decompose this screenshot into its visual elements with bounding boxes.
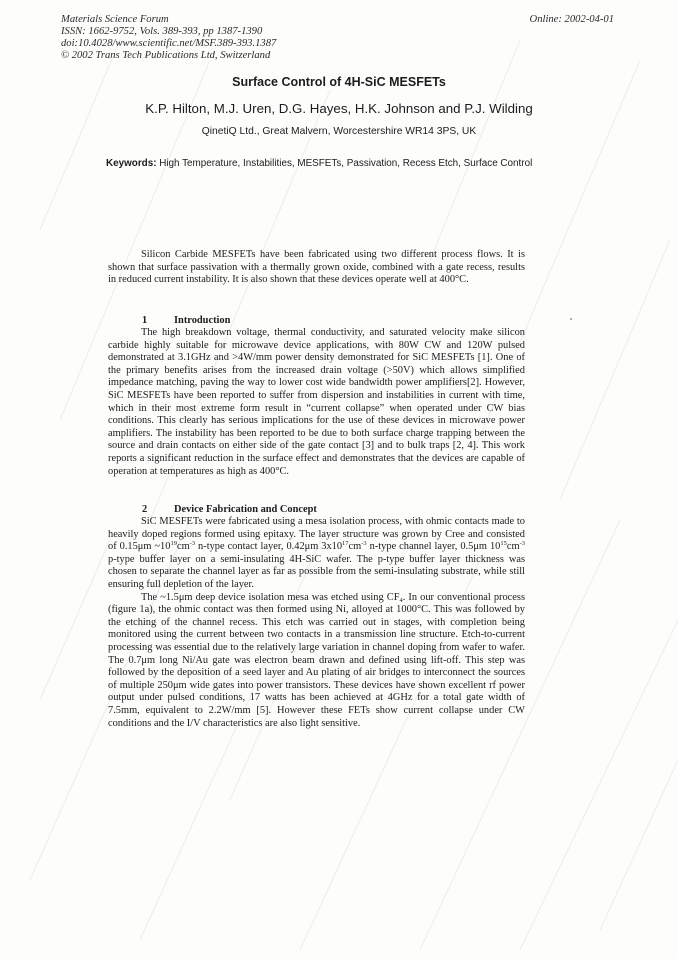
section-fabrication: [108, 503, 525, 730]
paper-title: Surface Control of 4H-SiC MESFETs: [232, 75, 446, 89]
abstract: [108, 249, 525, 287]
journal-name: Materials Science Forum: [61, 14, 169, 25]
text-run: . In our conventional process (figure 1a), the ohmic contact was then formed using Ni, alloyed at 1000°C. This was followed by the etching of the channel recess. This etch was carried out in stages, with completion being monitored using the current between two contacts in a transmission line structure. Etch-to-current processing was essential due to the relatively large variation in channel doping from wafer to wafer. The 0.7μm long Ni/Au gate was electron beam drawn and defined using lift-off. This step was followed by the deposition of a seed layer and Au plating of air bridges to interconnect the sources of multiple 250μm wide gates into power transistors. These devices have shown excellent rf power output under pulsed conditions, 17 watts has been achieved at 4GHz for a total gate width of 7.5mm, equivalent to 2.2W/mm [5]. However these FETs show current collapse under CW conditions and the I/V characteristics are also light sensitive.: [108, 591, 525, 729]
keywords-line: [106, 158, 576, 169]
author-list: K.P. Hilton, M.J. Uren, D.G. Hayes, H.K. Johnson and P.J. Wilding: [145, 101, 533, 116]
fabrication-paragraph-1: [108, 516, 525, 592]
text-run: n-type contact layer, 0.42μm 3x10: [195, 541, 343, 553]
doi-line: doi:10.4028/www.scientific.net/MSF.389-393.1387: [61, 38, 277, 49]
superscript: 19: [170, 540, 177, 548]
scan-speck: [570, 318, 572, 320]
text-run: n-type channel layer, 0.5μm 10: [366, 541, 501, 553]
affiliation: QinetiQ Ltd., Great Malvern, Worcestershire WR14 3PS, UK: [201, 126, 477, 137]
text-run: cm: [506, 541, 520, 553]
superscript: 15: [500, 540, 507, 548]
text-run: cm: [348, 541, 362, 553]
copyright-line: © 2002 Trans Tech Publications Ltd, Switzerland: [61, 50, 271, 61]
issn-line: ISSN: 1662-9752, Vols. 389-393, pp 1387-1390: [61, 26, 263, 37]
text-run: cm: [176, 541, 190, 553]
section-introduction: [108, 314, 525, 478]
superscript: -3: [519, 540, 525, 548]
text-run: SiC MESFETs were fabricated using a mesa isolation process, with ohmic contacts made to heavily doped regions formed using epitaxy. The layer structure was grown by Cree and consisted of 0.15μm ~10: [108, 516, 525, 553]
subscript: 4: [399, 596, 403, 604]
section-number: 2: [142, 504, 148, 515]
text-run: p-type buffer layer on a semi-insulating 4H-SiC wafer. The p-type buffer layer thickness was chosen to separate the channel layer as far as possible from the semi-insulating substrate, while still ensuring full depletion of the layer.: [108, 553, 525, 590]
keywords-list: High Temperature, Instabilities, MESFETs, Passivation, Recess Etch, Surface Control: [159, 158, 533, 169]
section-heading: [108, 314, 525, 327]
online-date: Online: 2002-04-01: [529, 14, 614, 25]
journal-header: [61, 14, 276, 62]
keywords-label: Keywords:: [106, 158, 157, 169]
abstract-text: Silicon Carbide MESFETs have been fabricated using two different process flows. It is shown that surface passivation with a thermally grown oxide, combined with a gate recess, results in reduced current instability. It is also shown that these devices operate well at 400°C.: [108, 249, 525, 286]
superscript: 17: [342, 540, 349, 548]
superscript: -3: [189, 540, 196, 548]
section-title: Introduction: [174, 315, 231, 326]
section-number: 1: [142, 315, 148, 326]
section-title: Device Fabrication and Concept: [174, 504, 317, 515]
section-heading: [108, 503, 525, 516]
fabrication-paragraph-2: [108, 592, 525, 731]
superscript: -3: [361, 540, 367, 548]
intro-paragraph: The high breakdown voltage, thermal conductivity, and saturated velocity make silicon carbide highly suitable for microwave device applications, with 80W CW and 120W pulsed demonstrated at 3.1GHz and >4W/mm power density demonstrated for SiC MESFETs [1]. One of the primary benefits arises from the increased drain voltage (>50V) which allows simplified impedance matching, paving the way to lower cost wide bandwidth power amplifiers[2]. However, SiC MESFETs have been reported to suffer from dispersion and instabilities in current with time, which in their most extreme form result in “current collapse” when operated under CW bias conditions. This clearly has serious implications for the use of these devices in microwave power amplifiers. The instability has been reported to be due to both surface charge trapping between the source and drain contacts on either side of the gate contact [3] and to bulk traps [2, 4]. This work reports a significant reduction in the surface effect and demonstrates that the devices are capable of operation at temperatures as high as 400°C.: [108, 327, 525, 477]
text-run: The ~1.5μm deep device isolation mesa was etched using CF: [141, 591, 400, 603]
